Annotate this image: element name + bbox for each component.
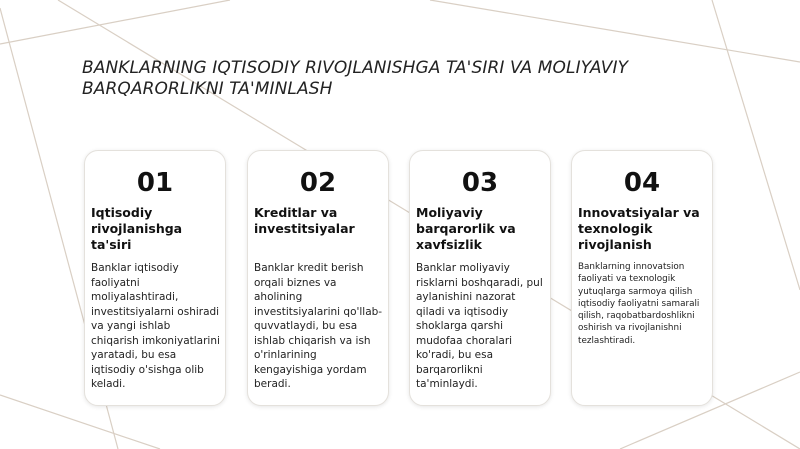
card-heading: Kreditlar va investitsiyalar — [254, 205, 355, 236]
card-heading: Iqtisodiy rivojlanishga ta'siri — [91, 205, 183, 252]
card-number: 04 — [623, 168, 661, 198]
card-credit-investment — [247, 150, 389, 406]
card-financial-stability — [409, 150, 551, 406]
card-body: Banklar iqtisodiy faoliyatni moliyalashtiradi, investitsiyalarni oshiradi va yangi ishlab chiqarish imkoniyatlarini yaratadi, bu esa iqtisodiy o'sishga olib keladi. — [91, 262, 220, 390]
card-heading: Moliyaviy barqarorlik va xavfsizlik — [416, 205, 516, 252]
card-number: 03 — [461, 168, 499, 198]
card-body: Banklarning innovatsion faoliyati va texnologik yutuqlarga sarmoya qilish iqtisodiy faoliyatni samarali qilish, raqobatbardoshlikni oshirish va rivojlanishni tezlashtiradi. — [578, 262, 700, 346]
card-body: Banklar moliyaviy risklarni boshqaradi, pul aylanishini nazorat qiladi va iqtisodiy shoklarga qarshi mudofaa choralari ko'radi, bu esa barqarorlikni ta'minlaydi. — [416, 262, 543, 390]
card-economic-impact — [84, 150, 226, 406]
card-body: Banklar kredit berish orqali biznes va aholining investitsiyalarini qo'llab-quvvatlaydi, bu esa ishlab chiqarish va ish o'rinlarining kengayishiga yordam beradi. — [254, 262, 383, 390]
card-number: 02 — [299, 168, 337, 198]
card-innovation — [571, 150, 713, 406]
card-heading: Innovatsiyalar va texnologik rivojlanish — [578, 205, 700, 252]
card-number: 01 — [136, 168, 174, 198]
slide-title: BANKLARNING IQTISODIY RIVOJLANISHGA TA'SIRI VA MOLIYAVIY BARQARORLIKNI TA'MINLASH — [82, 58, 629, 99]
